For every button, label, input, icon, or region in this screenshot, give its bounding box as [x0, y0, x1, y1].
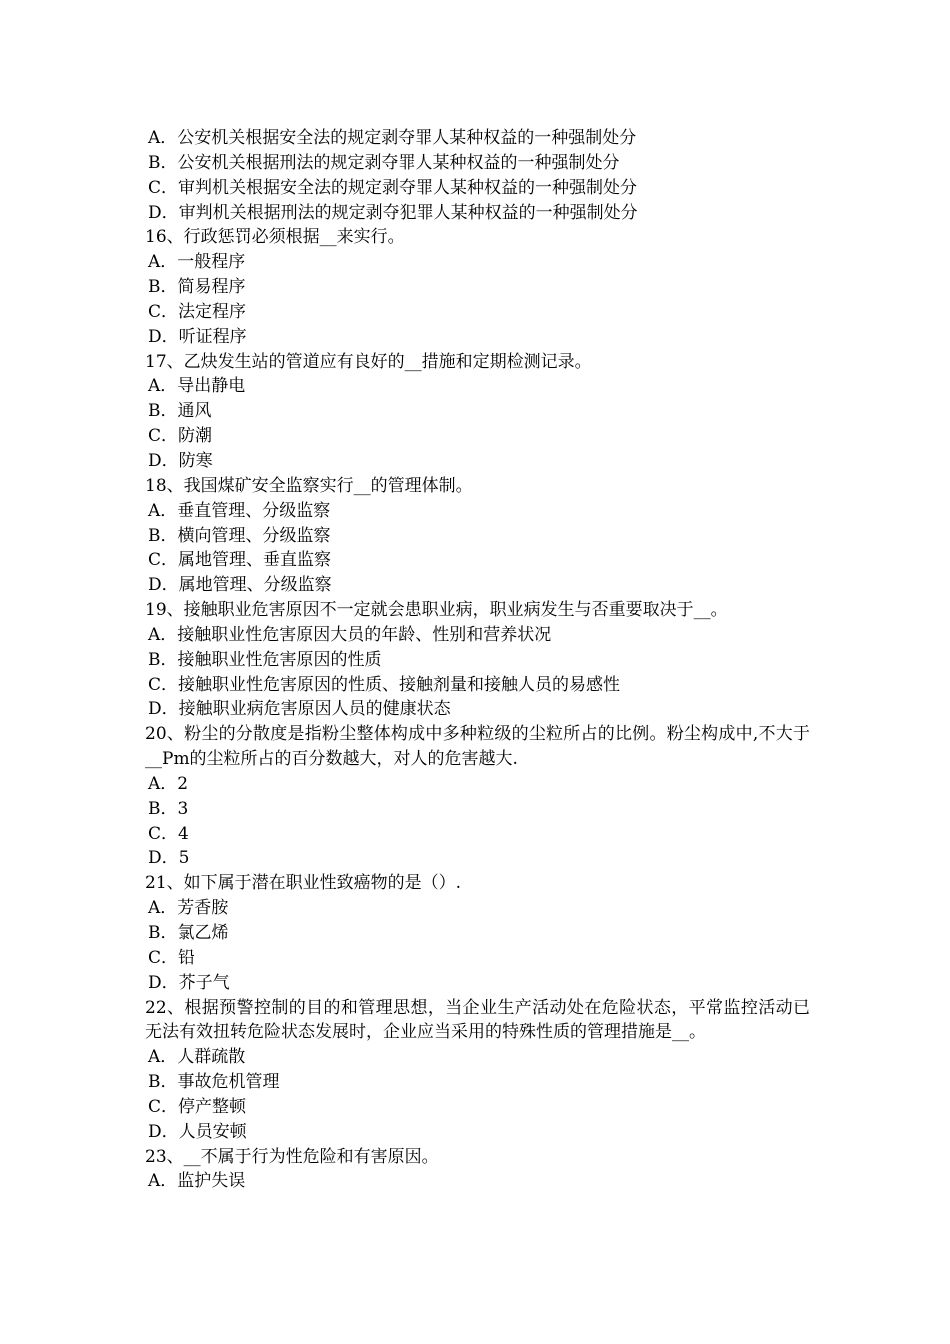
option-line: B．通风 — [148, 401, 212, 422]
option-line: B．公安机关根据刑法的规定剥夺罪人某种权益的一种强制处分 — [148, 152, 620, 173]
option-line: D．芥子气 — [148, 972, 230, 993]
option-line: D．防寒 — [148, 450, 213, 471]
option-line: A．人群疏散 — [148, 1047, 246, 1068]
question-17: 17、乙炔发生站的管道应有良好的__措施和定期检测记录。 — [145, 351, 592, 372]
option-line: C．防潮 — [148, 426, 213, 447]
option-line: A．监护失误 — [148, 1171, 246, 1192]
option-line: B．横向管理、分级监察 — [148, 525, 331, 546]
option-line: C．属地管理、垂直监察 — [148, 550, 332, 571]
option-line: D．审判机关根据刑法的规定剥夺犯罪人某种权益的一种强制处分 — [148, 202, 638, 223]
option-line: A．一般程序 — [148, 252, 246, 273]
option-line: C．接触职业性危害原因的性质、接触剂量和接触人员的易感性 — [148, 674, 621, 695]
option-line: B．氯乙烯 — [148, 923, 229, 943]
question-19: 19、接触职业危害原因不一定就会患职业病，职业病发生与否重要取决于__。 — [145, 600, 728, 621]
question-22: 22、根据预警控制的目的和管理思想，当企业生产活动处在危险状态，平常监控活动已无法有效扭转危险状态发展时，企业应当采用的特殊性质的管理措施是__。 — [145, 997, 810, 1043]
option-line: A．公安机关根据安全法的规定剥夺罪人某种权益的一种强制处分 — [148, 128, 637, 148]
option-line: C．审判机关根据安全法的规定剥夺罪人某种权益的一种强制处分 — [148, 177, 638, 198]
question-23: 23、__不属于行为性危险和有害原因。 — [145, 1146, 439, 1167]
option-line: C．4 — [148, 823, 189, 844]
option-line: A．接触职业性危害原因大员的年龄、性别和营养状况 — [148, 624, 552, 645]
option-line: A．垂直管理、分级监察 — [148, 500, 331, 521]
question-18: 18、我国煤矿安全监察实行__的管理体制。 — [145, 475, 473, 496]
option-line: B．3 — [148, 798, 189, 819]
option-line: B．接触职业性危害原因的性质 — [148, 649, 382, 670]
option-line: D．人员安顿 — [148, 1121, 247, 1142]
option-line: C．铅 — [148, 947, 196, 968]
option-line: B．简易程序 — [148, 277, 246, 298]
question-list — [145, 126, 810, 1194]
option-line: C．停产整顿 — [148, 1096, 247, 1117]
question-21: 21、如下属于潜在职业性致癌物的是（）. — [145, 873, 462, 894]
option-line: A．2 — [148, 773, 189, 794]
option-line: D．听证程序 — [148, 326, 247, 347]
option-line: D．5 — [148, 848, 190, 869]
question-16: 16、行政惩罚必须根据__来实行。 — [145, 227, 405, 248]
option-line: B．事故危机管理 — [148, 1072, 280, 1093]
option-line: C．法定程序 — [148, 301, 247, 322]
question-20: 20、粉尘的分散度是指粉尘整体构成中多种粒级的尘粒所占的比例。粉尘构成中,不大于__Pm的尘粒所占的百分数越大，对人的危害越大. — [145, 724, 810, 770]
option-line: D．属地管理、分级监察 — [148, 575, 332, 596]
option-line: D．接触职业病危害原因人员的健康状态 — [148, 699, 451, 720]
option-line: A．芳香胺 — [148, 898, 229, 919]
option-line: A．导出静电 — [148, 376, 246, 397]
